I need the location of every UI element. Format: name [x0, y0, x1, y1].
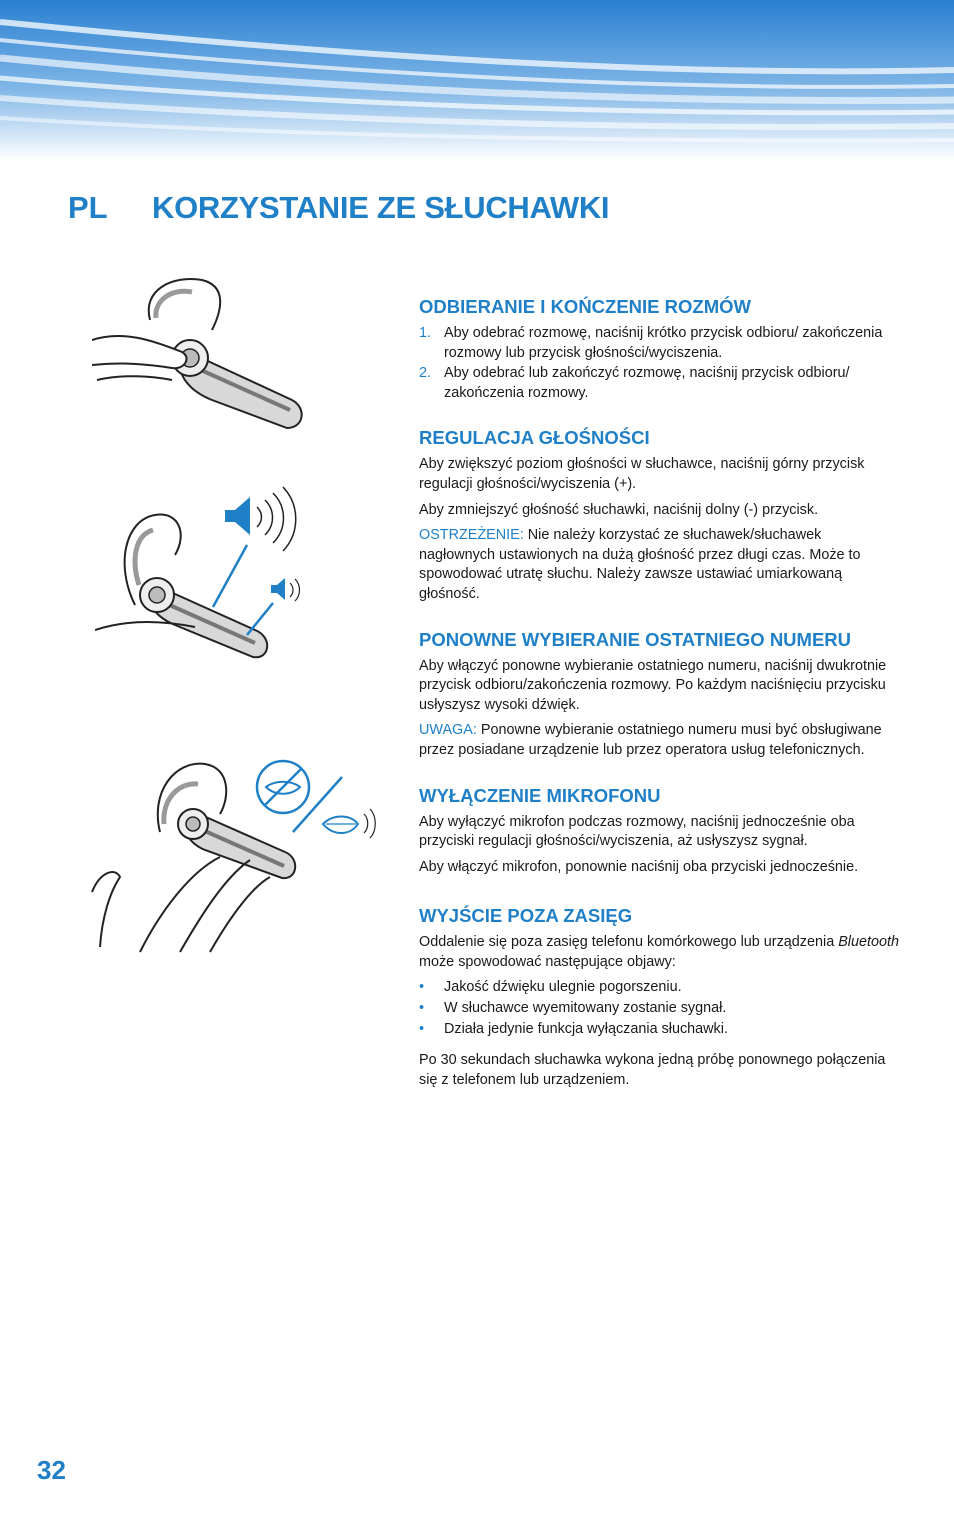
warning-label: OSTRZEŻENIE:: [419, 527, 524, 544]
section-title-redial: PONOWNE WYBIERANIE OSTATNIEGO NUMERU: [419, 628, 852, 650]
headset-answer-illustration: [92, 270, 312, 440]
instructions-column: [419, 296, 899, 1096]
list-item: 2. Aby odebrać lub zakończyć rozmowę, naciśnij przycisk odbioru/ zakończenia rozmowy.: [419, 365, 850, 401]
answer-steps-list: [419, 324, 899, 403]
note-label: UWAGA:: [419, 722, 477, 739]
mouth-icon: [323, 809, 375, 838]
section-title-mute: WYŁĄCZENIE MIKROFONU: [419, 784, 661, 806]
language-code: PL: [68, 190, 108, 225]
mute-paragraph-off: Aby włączyć mikrofon, ponownie naciśnij oba przyciski jednocześnie.: [419, 858, 859, 875]
redial-paragraph: Aby włączyć ponowne wybieranie ostatniego numeru, naciśnij dwukrotnie przycisk odbioru/zakończenia rozmowy. Po każdym naciśnięciu przycisku usłyszysz wysoki dźwięk.: [419, 657, 887, 713]
list-item: 1. Aby odebrać rozmowę, naciśnij krótko przycisk odbioru/ zakończenia rozmowy lub przycisk głośności/wyciszenia.: [419, 325, 883, 361]
header-wave-banner: [0, 0, 954, 160]
volume-paragraph-down: Aby zmniejszyć głośność słuchawki, naciśnij dolny (-) przycisk.: [419, 501, 819, 518]
volume-warning: OSTRZEŻENIE: Nie należy korzystać ze słuchawek/słuchawek nagłownych ustawionych na dużą głośność przez długi czas. Może to spowodować utratę słuchu. Należy zawsze ustawiać umiarkowaną głośność.: [419, 527, 861, 602]
range-paragraph-intro: Oddalenie się poza zasięg telefonu komórkowego lub urządzenia Bluetooth może spowodować następujące objawy:: [419, 934, 900, 970]
volume-paragraph-up: Aby zwiększyć poziom głośności w słuchawce, naciśnij górny przycisk regulacji głośności/wyciszenia (+).: [419, 456, 865, 492]
page-number: 32: [37, 1455, 66, 1485]
list-item: • Jakość dźwięku ulegnie pogorszeniu.: [419, 979, 682, 996]
redial-note: UWAGA: Ponowne wybieranie ostatniego numeru musi być obsługiwane przez posiadane urządzenie lub przez operatora usług telefonicznych.: [419, 722, 882, 758]
section-title-volume: REGULACJA GŁOŚNOŚCI: [419, 427, 650, 449]
mute-paragraph-on: Aby wyłączyć mikrofon podczas rozmowy, naciśnij jednocześnie oba przyciski regulacji głośności/wyciszenia, aż usłyszysz sygnał.: [419, 813, 855, 850]
speaker-loud-icon: [225, 487, 296, 551]
list-item: • W słuchawce wyemitowany zostanie sygnał.: [419, 1000, 727, 1017]
speaker-quiet-icon: [271, 578, 300, 601]
headset-mute-illustration: [80, 752, 385, 957]
section-title-answer: ODBIERANIE I KOŃCZENIE ROZMÓW: [419, 296, 751, 317]
page-title: KORZYSTANIE ZE SŁUCHAWKI: [152, 190, 610, 225]
section-title-range: WYJŚCIE POZA ZASIĘG: [419, 905, 633, 927]
mute-crossed-mouth-icon: [257, 761, 309, 813]
range-symptoms-list: [419, 978, 899, 1039]
headset-volume-illustration: [95, 485, 310, 670]
list-item: • Działa jedynie funkcja wyłączania słuchawki.: [419, 1020, 728, 1037]
range-paragraph-reconnect: Po 30 sekundach słuchawka wykona jedną próbę ponownego połączenia się z telefonem lub urządzeniem.: [419, 1052, 886, 1088]
